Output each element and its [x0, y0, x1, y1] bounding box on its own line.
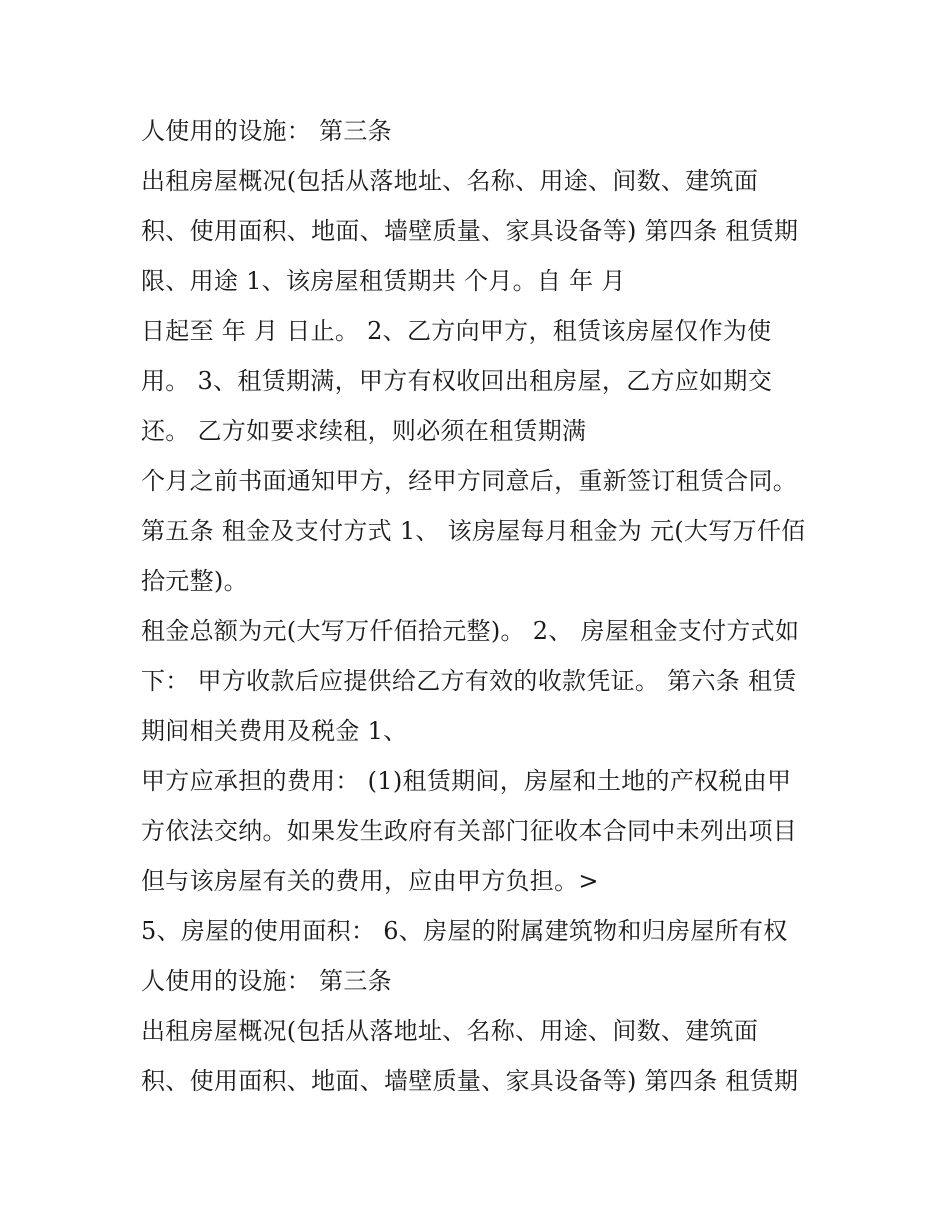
- text-line: 5、房屋的使用面积： 6、房屋的附属建筑物和归房屋所有权: [141, 917, 788, 945]
- text-line: 日起至 年 月 日止。 2、乙方向甲方，租赁该房屋仅作为使: [141, 317, 772, 345]
- text-line: 积、使用面积、地面、墙壁质量、家具设备等) 第四条 租赁期: [141, 1067, 799, 1095]
- text-line: 个月之前书面通知甲方，经甲方同意后，重新签订租赁合同。: [141, 467, 798, 495]
- contract-text-body: [141, 106, 831, 1106]
- text-line: 甲方应承担的费用： (1)租赁期间，房屋和土地的产权税由甲: [141, 767, 792, 795]
- text-line: 出租房屋概况(包括从落地址、名称、用途、间数、建筑面: [141, 167, 759, 195]
- text-line: 限、用途 1、该房屋租赁期共 个月。自 年 月: [141, 267, 626, 295]
- text-line: 但与该房屋有关的费用，应由甲方负担。>: [141, 867, 599, 895]
- text-line: 方依法交纳。如果发生政府有关部门征收本合同中未列出项目: [141, 817, 798, 845]
- text-line: 第五条 租金及支付方式 1、 该房屋每月租金为 元(大写万仟佰: [141, 517, 806, 545]
- text-line: 拾元整)。: [141, 567, 248, 595]
- text-line: 期间相关费用及税金 1、: [141, 717, 408, 745]
- text-line: 人使用的设施： 第三条: [141, 117, 392, 145]
- text-line: 租金总额为元(大写万仟佰拾元整)。 2、 房屋租金支付方式如: [141, 617, 800, 645]
- text-line: 还。 乙方如要求续租，则必须在租赁期满: [141, 417, 587, 445]
- text-line: 积、使用面积、地面、墙壁质量、家具设备等) 第四条 租赁期: [141, 217, 799, 245]
- text-line: 人使用的设施： 第三条: [141, 967, 392, 995]
- text-line: 下： 甲方收款后应提供给乙方有效的收款凭证。 第六条 租赁: [141, 667, 797, 695]
- text-line: 用。 3、租赁期满，甲方有权收回出租房屋，乙方应如期交: [141, 367, 772, 395]
- text-line: 出租房屋概况(包括从落地址、名称、用途、间数、建筑面: [141, 1017, 759, 1045]
